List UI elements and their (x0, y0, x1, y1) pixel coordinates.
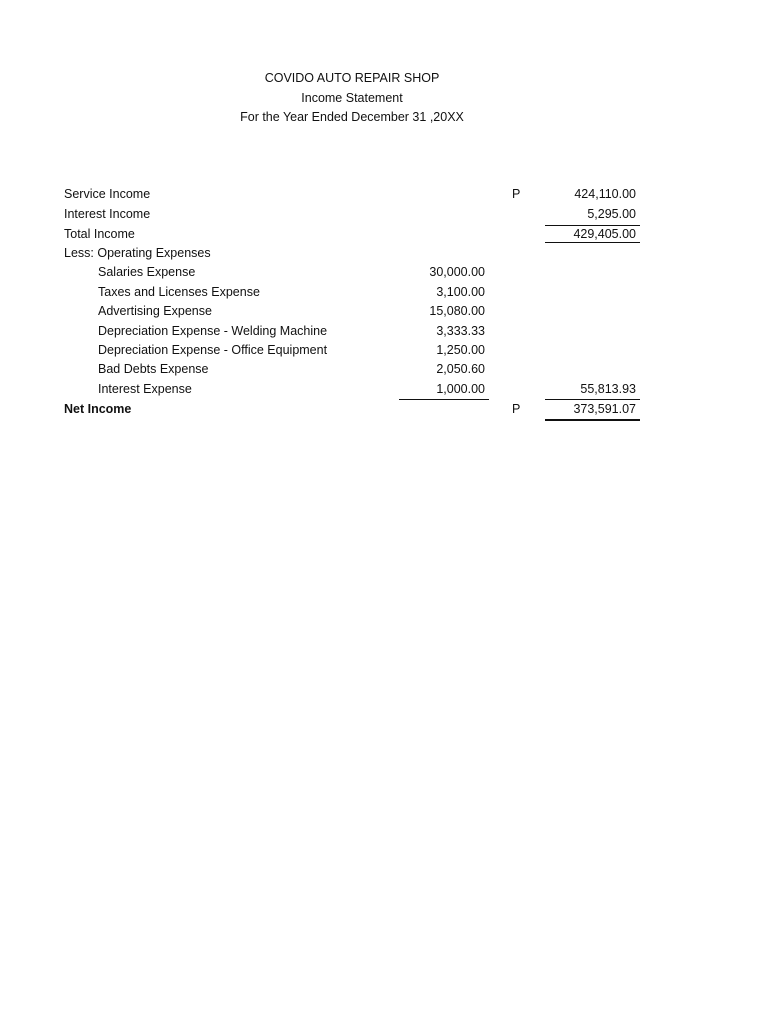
expense-amount: 15,080.00 (429, 304, 485, 318)
net-income-top-rule (545, 399, 640, 400)
statement-title: Income Statement (301, 91, 403, 105)
interest-income-amount: 5,295.00 (587, 207, 636, 221)
row-expenses-heading (0, 246, 768, 266)
expense-label: Taxes and Licenses Expense (98, 285, 260, 299)
total-income-bottom-rule (545, 242, 640, 243)
expense-label: Depreciation Expense - Office Equipment (98, 343, 328, 357)
expense-amount: 3,333.33 (436, 324, 485, 338)
expense-amount: 1,000.00 (436, 382, 485, 396)
row-interest-income (0, 207, 768, 227)
expense-amount: 1,250.00 (436, 343, 485, 357)
expense-label: Salaries Expense (98, 265, 196, 279)
expenses-total-amount: 55,813.93 (580, 382, 636, 396)
expense-row (0, 343, 768, 363)
interest-income-label: Interest Income (64, 207, 151, 221)
expense-label: Advertising Expense (98, 304, 212, 318)
net-income-amount: 373,591.07 (573, 402, 636, 416)
expense-label: Bad Debts Expense (98, 362, 209, 376)
expense-row (0, 304, 768, 324)
net-income-double-rule (545, 419, 640, 421)
expenses-subtotal-rule (399, 399, 489, 400)
expense-row (0, 362, 768, 382)
expense-row (0, 285, 768, 305)
expense-amount: 2,050.60 (436, 362, 485, 376)
expense-row (0, 382, 768, 402)
peso-sign: P (512, 187, 521, 201)
expense-row (0, 265, 768, 285)
row-service-income (0, 187, 768, 207)
expenses-heading: Less: Operating Expenses (64, 246, 211, 260)
service-income-label: Service Income (64, 187, 151, 201)
company-name: COVIDO AUTO REPAIR SHOP (264, 71, 440, 85)
expense-row (0, 324, 768, 344)
expense-label: Depreciation Expense - Welding Machine (98, 324, 328, 338)
peso-sign: P (512, 402, 521, 416)
row-total-income (0, 227, 768, 247)
service-income-amount: 424,110.00 (574, 187, 636, 201)
statement-period: For the Year Ended December 31 ,20XX (240, 110, 464, 124)
total-income-underline (545, 225, 640, 226)
expense-label: Interest Expense (98, 382, 192, 396)
net-income-label: Net Income (64, 402, 132, 416)
expense-amount: 30,000.00 (429, 265, 485, 279)
row-net-income (0, 402, 768, 422)
expense-amount: 3,100.00 (436, 285, 485, 299)
total-income-label: Total Income (64, 227, 135, 241)
total-income-amount: 429,405.00 (573, 227, 636, 241)
